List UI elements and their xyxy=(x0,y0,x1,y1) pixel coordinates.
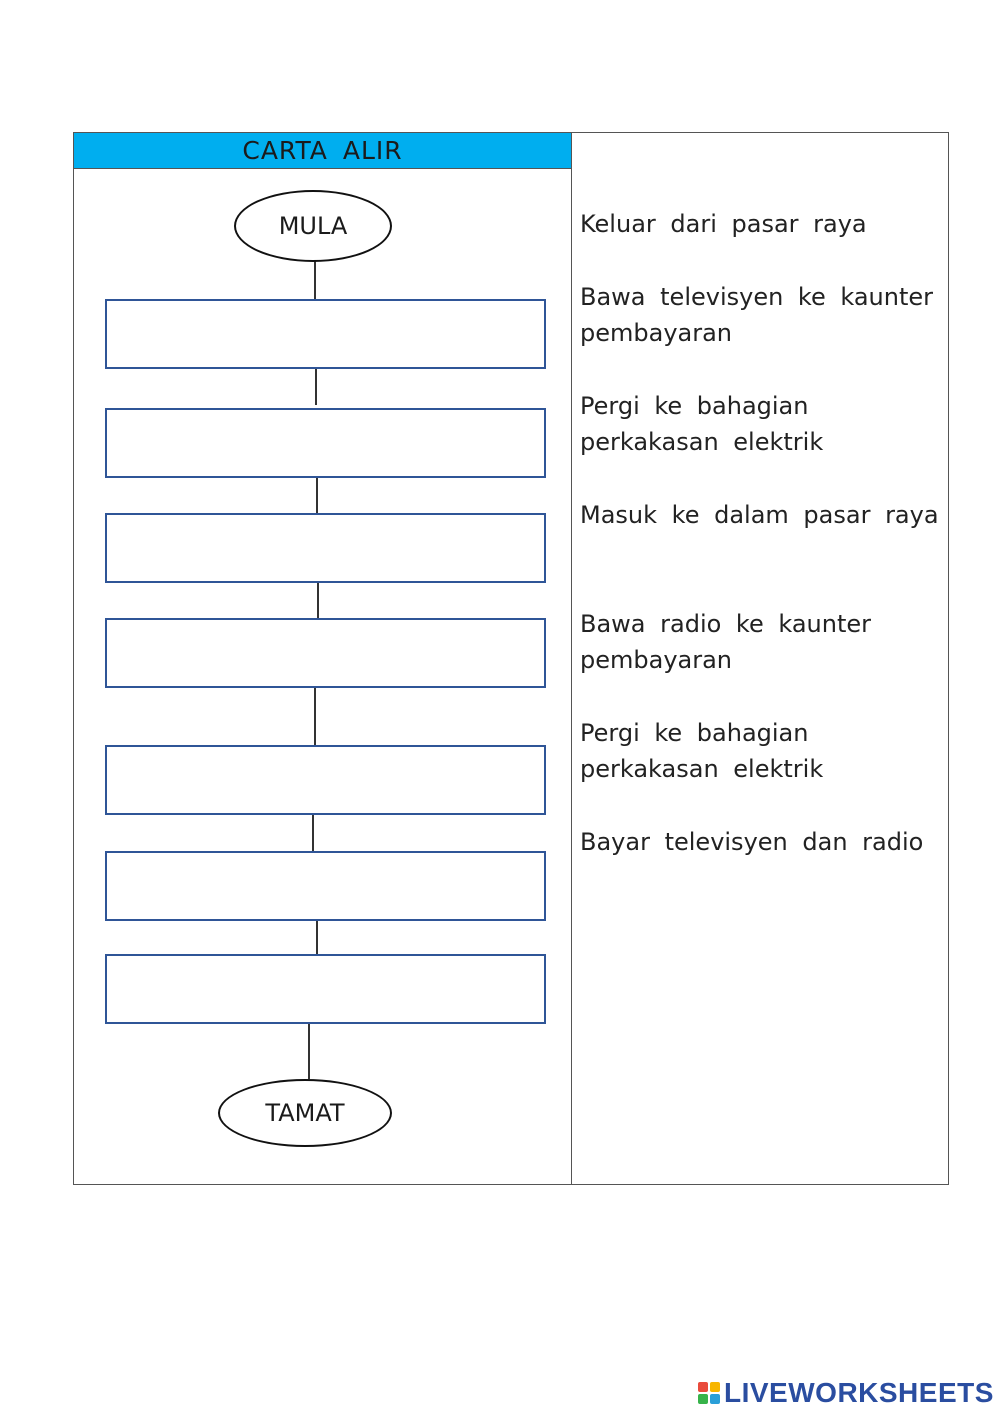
start-terminal: MULA xyxy=(234,190,392,262)
answer-box-4[interactable] xyxy=(105,618,546,688)
connector xyxy=(315,367,317,405)
connector xyxy=(314,687,316,745)
connector xyxy=(317,581,319,619)
connector xyxy=(312,813,314,853)
column-divider xyxy=(571,133,572,1184)
option-item[interactable]: Bawa radio ke kaunter pembayaran xyxy=(580,610,872,674)
option-item[interactable]: Pergi ke bahagian perkakasan elektrik xyxy=(580,392,824,456)
answer-box-3[interactable] xyxy=(105,513,546,583)
worksheet-table xyxy=(73,132,949,1185)
answer-box-1[interactable] xyxy=(105,299,546,369)
answer-box-6[interactable] xyxy=(105,851,546,921)
connector xyxy=(314,261,316,299)
flowchart-header: CARTA ALIR xyxy=(74,133,571,169)
end-terminal: TAMAT xyxy=(218,1079,392,1147)
option-item[interactable]: Keluar dari pasar raya xyxy=(580,210,867,238)
option-item[interactable]: Pergi ke bahagian perkakasan elektrik xyxy=(580,719,824,783)
liveworksheets-logo-icon xyxy=(698,1382,720,1404)
option-item[interactable]: Bawa televisyen ke kaunter pembayaran xyxy=(580,283,934,347)
option-item[interactable]: Bayar televisyen dan radio xyxy=(580,828,924,856)
answer-box-5[interactable] xyxy=(105,745,546,815)
option-item[interactable]: Masuk ke dalam pasar raya xyxy=(580,501,939,529)
brand-name: LIVEWORKSHEETS xyxy=(724,1377,994,1408)
connector xyxy=(308,1023,310,1079)
connector xyxy=(316,921,318,955)
answer-box-2[interactable] xyxy=(105,408,546,478)
connector xyxy=(316,477,318,513)
answer-box-7[interactable] xyxy=(105,954,546,1024)
brand-watermark xyxy=(698,1377,994,1409)
